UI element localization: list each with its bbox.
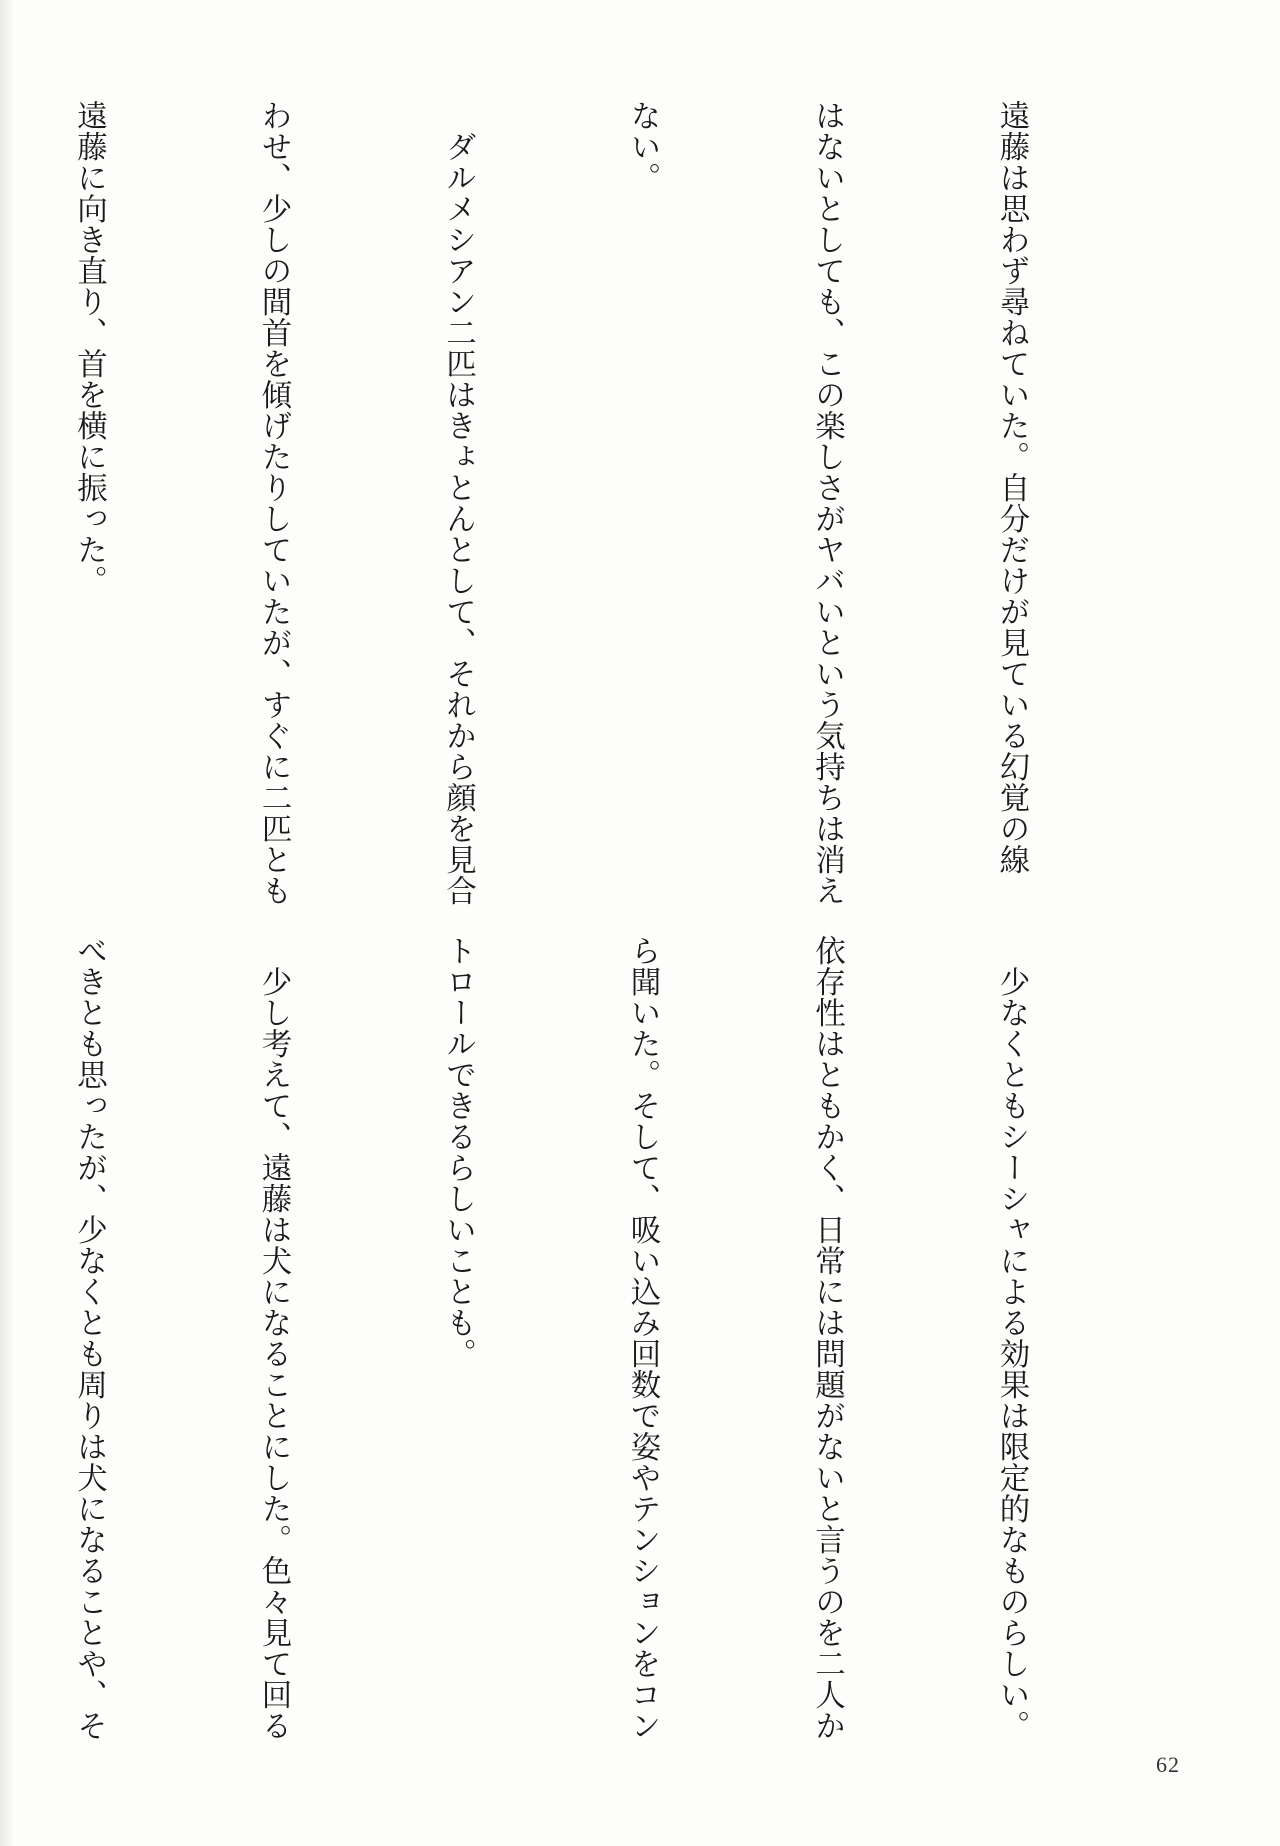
text-line: ダルメシアン二匹はきょとんとして、それから顔を見合: [440, 100, 476, 906]
text-line: ら聞いた。そして、吸い込み回数で姿やテンションをコン: [625, 935, 660, 1741]
text-line: 遠藤に向き直り、首を横に振った。: [71, 100, 107, 596]
text-block-bottom: [71, 935, 1165, 1741]
text-line: 少し考えて、遠藤は犬になることにした。色々見て回る: [256, 935, 291, 1741]
text-line: べきとも思ったが、少なくとも周りは犬になることや、そ: [71, 935, 107, 1741]
text-line: わせ、少しの間首を傾げたりしていたが、すぐに二匹とも: [256, 100, 291, 906]
text-line: トロールできるらしいことも。: [440, 935, 476, 1369]
text-line: 少なくともシーシャによる効果は限定的なものらしい。: [994, 935, 1029, 1741]
text-line: 遠藤は思わず尋ねていた。自分だけが見ている幻覚の線: [994, 100, 1029, 875]
text-line: ない。: [625, 100, 660, 193]
text-line: はないとしても、この楽しさがヤバいという気持ちは消え: [809, 100, 845, 906]
page-number: 62: [1156, 1752, 1180, 1777]
text-block-top: [71, 100, 1165, 906]
text-line: 依存性はともかく、日常には問題がないと言うのを二人か: [809, 935, 845, 1741]
